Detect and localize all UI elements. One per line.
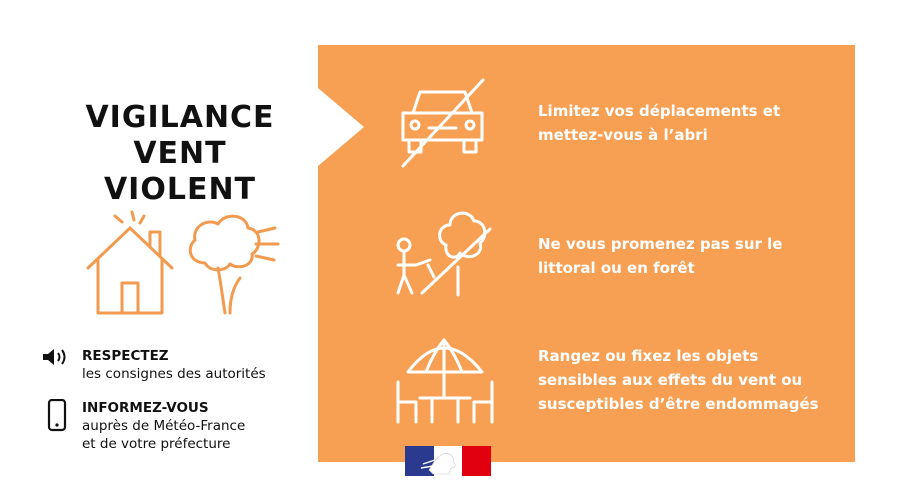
no-walk-tree-icon bbox=[390, 205, 495, 300]
speaker-icon bbox=[42, 347, 72, 367]
house-tree-wind-icon bbox=[80, 208, 280, 323]
consigne-body: les consignes des autorités bbox=[82, 366, 266, 382]
consigne-head: RESPECTEZ bbox=[82, 348, 169, 364]
consigne-body: et de votre préfecture bbox=[82, 436, 231, 452]
no-car-icon bbox=[395, 78, 490, 168]
republique-francaise-logo bbox=[405, 446, 491, 476]
advice-text-3: Rangez ou fixez les objets sensibles aux effets du vent ou susceptibles d’être endommagés bbox=[538, 347, 819, 413]
advice-text-2: Ne vous promenez pas sur le littoral ou en forêt bbox=[538, 235, 783, 277]
title-line-2: VENT bbox=[133, 136, 227, 171]
page-title bbox=[60, 100, 300, 208]
panel-notch-arrow bbox=[318, 88, 366, 166]
title-line-1: VIGILANCE bbox=[85, 100, 275, 135]
umbrella-table-icon bbox=[390, 332, 500, 432]
consigne-head: INFORMEZ-VOUS bbox=[82, 400, 209, 416]
phone-icon bbox=[42, 399, 72, 433]
title-line-3: VIOLENT bbox=[103, 172, 257, 207]
advice-text-1: Limitez vos déplacements et mettez-vous à l’abri bbox=[538, 102, 781, 144]
consigne-body: auprès de Météo-France bbox=[82, 418, 246, 434]
